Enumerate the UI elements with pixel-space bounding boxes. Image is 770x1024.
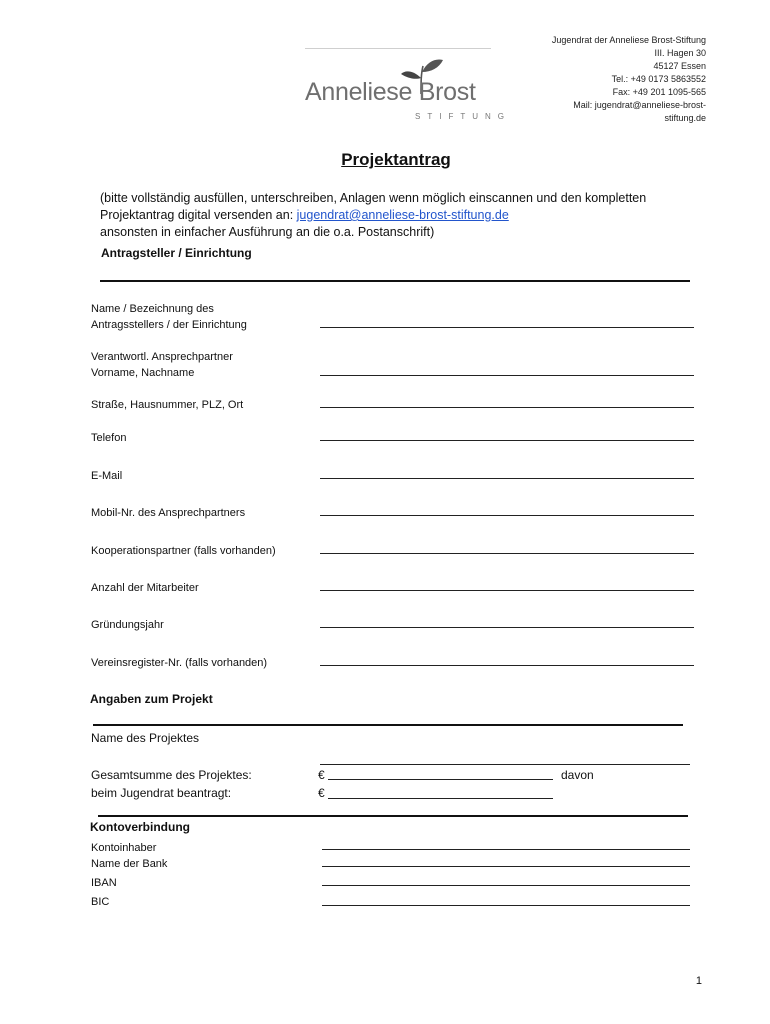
bank-name-label: Name der Bank (91, 858, 168, 870)
intro-line: ansonsten in einfacher Ausführung an die o.a. Postanschrift) (100, 225, 435, 239)
field-label-founding-year: Gründungsjahr (91, 619, 164, 631)
address-line: Fax: +49 201 1095-565 (612, 87, 706, 97)
account-holder-label: Kontoinhaber (91, 842, 157, 854)
phone-field[interactable] (320, 440, 694, 441)
davon-label: davon (561, 768, 594, 782)
section-divider (98, 815, 688, 817)
field-label-staff-count: Anzahl der Mitarbeiter (91, 582, 199, 594)
contact-person-field[interactable] (320, 375, 694, 376)
field-label-phone: Telefon (91, 432, 127, 444)
bic-field[interactable] (322, 905, 690, 906)
staff-count-field[interactable] (320, 590, 694, 591)
section-divider (93, 724, 683, 726)
bank-name-field[interactable] (322, 866, 690, 867)
iban-field[interactable] (322, 885, 690, 886)
intro-prefix: Projektantrag digital versenden an: (100, 208, 297, 222)
total-sum-label: Gesamtsumme des Projektes: (91, 768, 252, 782)
foundation-logo (305, 48, 511, 126)
project-name-field[interactable] (320, 764, 690, 765)
intro-line (100, 207, 720, 224)
address-line: 45127 Essen (653, 61, 706, 71)
address-line: Mail: jugendrat@anneliese-brost- (573, 100, 706, 110)
requested-amount-label: beim Jugendrat beantragt: (91, 786, 232, 800)
field-label-applicant-name: Name / Bezeichnung des Antragsstellers / der Einrichtung (91, 303, 247, 331)
address-line: III. Hagen 30 (654, 48, 706, 58)
address-line: Tel.: +49 0173 5863552 (611, 74, 706, 84)
address-line: stiftung.de (664, 113, 706, 123)
total-sum-field[interactable] (328, 779, 553, 780)
register-number-field[interactable] (320, 665, 694, 666)
founding-year-field[interactable] (320, 627, 694, 628)
section-project-heading: Angaben zum Projekt (90, 692, 213, 706)
field-label-address: Straße, Hausnummer, PLZ, Ort (91, 399, 244, 411)
logo-rule (305, 48, 491, 49)
partner-field[interactable] (320, 553, 694, 554)
mobile-field[interactable] (320, 515, 694, 516)
bic-label: BIC (91, 896, 110, 908)
foundation-address (516, 34, 706, 125)
account-holder-field[interactable] (322, 849, 690, 850)
iban-label: IBAN (91, 877, 117, 889)
email-field[interactable] (320, 478, 694, 479)
intro-text (100, 190, 720, 241)
field-label-partner: Kooperationspartner (falls vorhanden) (91, 545, 276, 557)
email-link[interactable]: jugendrat@anneliese-brost-stiftung.de (296, 208, 509, 222)
currency-symbol: € (318, 786, 325, 800)
field-label-email: E-Mail (91, 470, 123, 482)
field-label-mobile: Mobil-Nr. des Ansprechpartners (91, 507, 246, 519)
page-title: Projektantrag (341, 150, 451, 169)
applicant-name-field[interactable] (320, 327, 694, 328)
page-number: 1 (695, 975, 702, 987)
project-name-label: Name des Projektes (91, 731, 200, 745)
intro-line: (bitte vollständig ausfüllen, unterschreiben, Anlagen wenn möglich einscannen und den kompletten (100, 191, 647, 205)
section-applicant-heading: Antragsteller / Einrichtung (101, 246, 252, 260)
logo-name: Anneliese Brost (305, 78, 476, 106)
section-bank-heading: Kontoverbindung (90, 820, 190, 834)
field-label-register-number: Vereinsregister-Nr. (falls vorhanden) (91, 657, 268, 669)
currency-symbol: € (318, 768, 325, 782)
address-line: Jugendrat der Anneliese Brost-Stiftung (551, 35, 706, 45)
section-divider (100, 280, 690, 282)
address-field[interactable] (320, 407, 694, 408)
requested-amount-field[interactable] (328, 798, 553, 799)
field-label-contact-person: Verantwortl. Ansprechpartner Vorname, Nachname (91, 351, 233, 379)
logo-subtitle: STIFTUNG (415, 112, 511, 121)
